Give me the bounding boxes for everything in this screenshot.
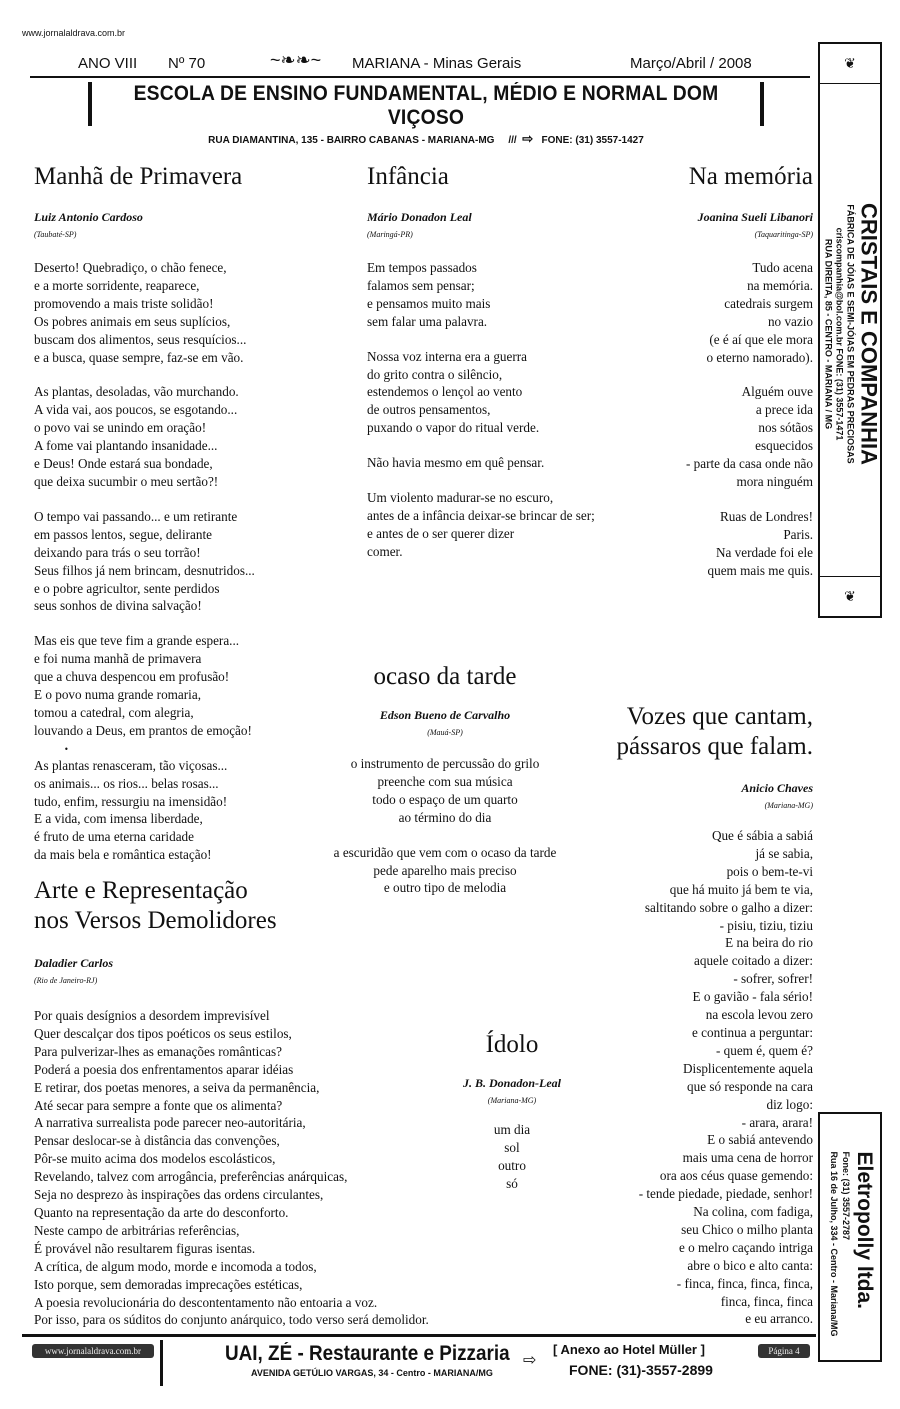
school-contact xyxy=(92,131,760,147)
poem-line: Displicentemente aquela xyxy=(683,1060,813,1076)
poem-line: Por quais desígnios a desordem imprevisível xyxy=(34,1008,270,1023)
poem-line: deixando para trás o seu torrão! xyxy=(34,544,201,560)
poem-line: Paris. xyxy=(783,526,813,542)
poem-line: Neste campo de arbitrárias referências, xyxy=(34,1222,240,1238)
poem-line: que deixa sucumbir o meu sertão?! xyxy=(34,473,219,489)
poem-manha xyxy=(34,162,334,881)
poem-line: esquecidos xyxy=(755,438,813,454)
poem-line: Tudo acena xyxy=(752,260,813,275)
school-name: ESCOLA DE ENSINO FUNDAMENTAL, MÉDIO E NORMAL DOM VIÇOSO xyxy=(133,82,719,129)
poem-title: ocaso da tarde xyxy=(373,663,517,690)
poem-line: - pisiu, tiziu, tiziu xyxy=(719,917,813,933)
footer-site-badge: www.jornalaldrava.com.br xyxy=(32,1344,154,1358)
poem-line: aquele coitado a dizer: xyxy=(694,953,813,969)
poem-line: e pensamos muito mais xyxy=(367,295,491,311)
page-number-badge: Página 4 xyxy=(758,1344,810,1358)
poem-body xyxy=(560,827,813,1328)
poem-line: É provável não resultarem figuras isentas. xyxy=(34,1240,256,1256)
poem-line: mora ninguém xyxy=(736,473,813,489)
poem-title-line1: Arte e Representação xyxy=(34,877,248,904)
issue-city: MARIANA - Minas Gerais xyxy=(352,55,522,72)
poem-line: E na beira do rio xyxy=(725,935,813,951)
poem-line: antes de a infância deixar-se brincar de ser; xyxy=(367,507,595,523)
poem-author: Anicio Chaves xyxy=(741,781,813,795)
poem-line: As plantas renasceram, tão viçosas... xyxy=(34,757,228,773)
poem-line: O tempo vai passando... e um retirante xyxy=(34,508,238,524)
poem-author: Joanina Sueli Libanori xyxy=(697,210,813,224)
issue-number: Nº 70 xyxy=(168,55,206,72)
poem-place: (Mariana-MG) xyxy=(764,801,813,810)
poem-line: puxando o vapor do ritual verde. xyxy=(367,420,540,436)
poem-line: nos sótãos xyxy=(758,420,813,436)
side-ad-phone: Fone: (31) 3557-2787 xyxy=(841,1151,851,1241)
restaurant-address: AVENIDA GETÚLIO VARGAS, 34 - Centro - MARIANA/MG xyxy=(251,1368,493,1378)
stanza xyxy=(34,508,334,615)
poem-line: todo o espaço de um quarto xyxy=(372,791,518,807)
poem-line: Os pobres animais em seus suplícios, xyxy=(34,313,231,329)
hotel-annex: [ Anexo ao Hotel Müller ] xyxy=(553,1342,705,1357)
school-address: RUA DIAMANTINA, 135 - BAIRRO CABANAS - MARIANA-MG xyxy=(208,135,495,146)
poem-line: e a morte sorridente, reaparece, xyxy=(34,277,200,293)
poem-line: E o gavião - fala sério! xyxy=(692,989,813,1005)
poem-line: seu Chico o milho planta xyxy=(681,1221,813,1237)
poem-line: Na verdade foi ele xyxy=(715,544,813,560)
poem-line: E retirar, dos poetas menores, a seiva da permanência, xyxy=(34,1079,320,1095)
poem-line: Ruas de Londres! xyxy=(719,508,813,524)
ornament-icon: ❦ xyxy=(820,576,880,616)
poem-line: As plantas, desoladas, vão murchando. xyxy=(34,384,239,400)
side-ad-address: Rua 16 de Julho, 334 - Centro - Mariana/MG xyxy=(829,1151,839,1337)
poem-line: e eu arranco. xyxy=(745,1311,813,1327)
stanza xyxy=(34,383,334,490)
poem-line: na memória. xyxy=(747,277,813,293)
poem-line: e o melro caçando intriga xyxy=(678,1239,813,1255)
poem-line: outro xyxy=(498,1157,526,1173)
poem-line: Quanto na representação da arte do desconforto. xyxy=(34,1204,289,1220)
poem-line: saltitando sobre o galho a dizer: xyxy=(644,899,813,915)
poem-line: buscam dos alimentos, seus resquícios... xyxy=(34,331,247,347)
poem-author: J. B. Donadon-Leal xyxy=(462,1076,561,1090)
poem-line: A fome vai plantando insanidade... xyxy=(34,438,218,454)
ornament-icon: ~❧❧~ xyxy=(270,50,322,70)
poem-line: e antes de o ser querer dizer xyxy=(367,525,515,541)
poem-line: Mas eis que teve fim a grande espera... xyxy=(34,633,240,649)
side-ad-cristais xyxy=(818,42,882,618)
poem-line: - parte da casa onde não xyxy=(685,456,813,472)
poem-line: Até secar para sempre a fonte que os alimenta? xyxy=(34,1097,283,1113)
poem-line: ao término do dia xyxy=(398,809,492,825)
stanza xyxy=(34,632,334,739)
poem-line: estendemos o lençol ao vento xyxy=(367,384,523,400)
poem-author: Daladier Carlos xyxy=(34,956,114,970)
poem-line: finca, finca, finca xyxy=(720,1293,813,1309)
restaurant-phone: FONE: (31)-3557-2899 xyxy=(569,1362,713,1378)
poem-line: A crítica, de algum modo, morde e incomoda a todos, xyxy=(34,1258,317,1274)
poem-line: Deserto! Quebradiço, o chão fenece, xyxy=(34,260,227,275)
poem-line: Quer descalçar dos tipos poéticos os seus estilos, xyxy=(34,1025,292,1041)
poem-line: Na colina, com fadiga, xyxy=(693,1204,813,1220)
masthead xyxy=(30,52,810,76)
poem-line: que só responde na cara xyxy=(687,1078,813,1094)
issue-date: Março/Abril / 2008 xyxy=(630,55,752,72)
poem-line: na escola levou zero xyxy=(705,1007,813,1023)
poem-line: o instrumento de percussão do grilo xyxy=(350,756,540,771)
poem-line: e continua a perguntar: xyxy=(692,1024,813,1040)
poem-line: falamos sem pensar; xyxy=(367,277,475,293)
poem-line: e Deus! Onde estará sua bondade, xyxy=(34,456,213,472)
poem-line: e foi numa manhã de primavera xyxy=(34,651,202,667)
poem-line: e a busca, quase sempre, faz-se em vão. xyxy=(34,349,244,365)
poem-memoria xyxy=(560,162,813,597)
poem-line: - finca, finca, finca, finca, xyxy=(676,1275,813,1291)
poem-line: (e é aí que ele mora xyxy=(709,331,813,347)
poem-line: - tende piedade, piedade, senhor! xyxy=(638,1186,813,1202)
poem-line: Pensar deslocar-se à distância das convenções, xyxy=(34,1133,280,1149)
poem-line: do grito contra o silêncio, xyxy=(367,366,503,382)
side-ad-text xyxy=(828,1151,876,1336)
stanza xyxy=(290,755,600,827)
poem-title: Infância xyxy=(367,163,449,190)
poem-line: Seus filhos já nem brincam, desnutridos... xyxy=(34,562,255,578)
poem-line: - quem é, quem é? xyxy=(715,1042,813,1058)
poem-place: (Rio de Janeiro-RJ) xyxy=(34,976,98,985)
poem-title-line2: pássaros que falam. xyxy=(616,733,813,760)
poem-place: (Maringá-PR) xyxy=(367,230,413,239)
header-rule xyxy=(30,76,810,78)
poem-line: - sofrer, sofrer! xyxy=(733,971,813,987)
poem-line: A vida vai, aos poucos, se esgotando... xyxy=(34,402,238,418)
poem-line: em passos lentos, segue, delirante xyxy=(34,526,212,542)
stanza xyxy=(560,508,813,580)
poem-author: Edson Bueno de Carvalho xyxy=(379,708,511,722)
poem-line: da mais bela e romântica estação! xyxy=(34,847,212,863)
school-phone: FONE: (31) 3557-1427 xyxy=(541,135,644,146)
poem-body xyxy=(560,259,813,580)
poem-line: comer. xyxy=(367,543,403,559)
poem-line: preenche com sua música xyxy=(377,773,513,789)
poem-line: E a vida, com imensa liberdade, xyxy=(34,811,203,827)
side-ad-eletropolly xyxy=(818,1112,882,1362)
ornament-icon: ❦ xyxy=(820,44,880,84)
poem-line: e o pobre agricultor, sente perdidos xyxy=(34,580,220,596)
poem-line: Pôr-se muito acima dos modelos escolásticos, xyxy=(34,1151,276,1167)
poem-line: no vazio xyxy=(767,313,813,329)
poem-line: pois o bem-te-vi xyxy=(726,863,813,879)
poem-line: Alguém ouve xyxy=(741,384,813,400)
site-url: www.jornalaldrava.com.br xyxy=(22,28,126,38)
poem-line: seus sonhos de divina salvação! xyxy=(34,598,202,614)
footer-ad-restaurant xyxy=(160,1340,750,1386)
poem-line: é fruto de uma eterna caridade xyxy=(34,829,194,845)
poem-line: abre o bico e alto canta: xyxy=(687,1257,813,1273)
stanza xyxy=(34,259,334,366)
poem-title-line2: nos Versos Demolidores xyxy=(34,907,277,934)
footer-rule xyxy=(22,1334,816,1337)
poem-line: de outros pensamentos, xyxy=(367,402,491,418)
school-separator: /// xyxy=(508,135,517,146)
poem-place: (Mauá-SP) xyxy=(427,728,463,737)
poem-line: que a chuva despencou em profusão! xyxy=(34,669,230,685)
poem-author: Mário Donadon Leal xyxy=(367,210,472,224)
school-banner xyxy=(88,82,764,146)
poem-place: (Taubaté-SP) xyxy=(34,230,77,239)
poem-line: diz logo: xyxy=(766,1096,813,1112)
poem-line: Para pulverizar-lhes as emanações românticas? xyxy=(34,1043,282,1059)
poem-line: um dia xyxy=(493,1122,531,1137)
poem-line: Em tempos passados xyxy=(367,260,477,275)
poem-line: sem falar uma palavra. xyxy=(367,313,488,329)
poem-line: Um violento madurar-se no escuro, xyxy=(367,490,554,506)
poem-line: quem mais me quis. xyxy=(707,562,813,578)
side-ad-line2: criscompanhia@bol.com.br FONE: (31) 3557-1471 xyxy=(834,227,845,441)
poem-line: Seja no desprezo às inspirações das ordens circulantes, xyxy=(34,1187,324,1203)
poem-line: catedrais surgem xyxy=(724,295,813,311)
poem-idolo xyxy=(432,1030,592,1193)
poem-title: Na memória xyxy=(688,163,813,190)
poem-line: o povo vai se unindo em oração! xyxy=(34,420,207,436)
poem-body xyxy=(34,259,334,864)
poem-line: A narrativa surrealista pode parecer neo-autoritária, xyxy=(34,1115,306,1131)
poem-line: E o povo numa grande romaria, xyxy=(34,687,201,703)
arrow-icon: ⇨ xyxy=(522,131,534,146)
poem-place: (Mariana-MG) xyxy=(487,1096,537,1105)
poem-line: promovendo a mais triste solidão! xyxy=(34,295,214,311)
poem-line: Por isso, para os súditos do conjunto anárquico, todo verso será demolidor. xyxy=(34,1312,429,1328)
poem-title: Manhã de Primavera xyxy=(34,163,243,190)
poem-author: Luiz Antonio Cardoso xyxy=(34,210,143,224)
poem-line: tomou a catedral, com alegria, xyxy=(34,704,194,720)
stanza xyxy=(560,383,813,490)
poem-line: Revelando, talvez com arrogância, preferências anárquicas, xyxy=(34,1169,348,1185)
poem-vozes xyxy=(560,702,813,1328)
side-ad-name: CRISTAIS E COMPANHIA xyxy=(856,203,882,465)
side-ad-name: Eletropolly ltda. xyxy=(853,1151,876,1310)
side-ad-line3: RUA DIREITA, 85 - CENTRO - MARIANA / MG xyxy=(823,238,834,430)
poem-line: já se sabia, xyxy=(755,845,813,861)
poem-line: o eterno namorado). xyxy=(706,349,813,365)
issue-year: ANO VIII xyxy=(78,55,138,72)
poem-body xyxy=(432,1121,592,1193)
poem-line: a prece ida xyxy=(755,402,813,418)
poem-line: - arara, arara! xyxy=(741,1114,813,1130)
poem-line: E o sabiá antevendo xyxy=(707,1132,813,1148)
poem-line: A poesia revolucionária do descontentamento não entoaria a voz. xyxy=(34,1294,378,1310)
poem-line: Não havia mesmo em quê pensar. xyxy=(367,455,545,471)
bullet-dot: • xyxy=(64,745,69,754)
side-ad-text xyxy=(823,203,882,465)
stanza xyxy=(560,259,813,366)
poem-place: (Taquaritinga-SP) xyxy=(754,230,813,239)
poem-line: Nossa voz interna era a guerra xyxy=(367,348,528,364)
poem-line: que há muito já bem te via, xyxy=(669,881,813,897)
stanza xyxy=(34,757,334,864)
poem-line: os animais... os rios... belas rosas... xyxy=(34,775,219,791)
poem-line: Isto porque, sem demoradas imprecações estéticas, xyxy=(34,1276,303,1292)
poem-line: sol xyxy=(504,1139,520,1155)
poem-line: louvando a Deus, em prantos de emoção! xyxy=(34,722,252,738)
poem-line: Que é sábia a sabiá xyxy=(711,828,813,843)
poem-line: só xyxy=(506,1175,518,1191)
poem-line: mais uma cena de horror xyxy=(682,1150,813,1166)
poem-title-line1: Vozes que cantam, xyxy=(626,703,813,730)
arrow-icon: ⇨ xyxy=(523,1352,537,1369)
poem-line: tudo, enfim, ressurgiu na imensidão! xyxy=(34,793,228,809)
poem-line: ora aos céus quase gemendo: xyxy=(659,1168,813,1184)
poem-line: a escuridão que vem com o ocaso da tarde xyxy=(333,844,557,860)
side-ad-line1: FÁBRICA DE JÓIAS E SEMI-JÓIAS EM PEDRAS PRECIOSAS xyxy=(845,204,856,464)
poem-line: e outro tipo de melodia xyxy=(383,880,507,896)
poem-line: Poderá a poesia dos enfrentamentos aparar idéias xyxy=(34,1061,294,1077)
poem-line: pede aparelho mais preciso xyxy=(373,862,517,878)
poem-title: Ídolo xyxy=(485,1031,539,1058)
restaurant-name: UAI, ZÉ - Restaurante e Pizzaria xyxy=(225,1342,510,1365)
